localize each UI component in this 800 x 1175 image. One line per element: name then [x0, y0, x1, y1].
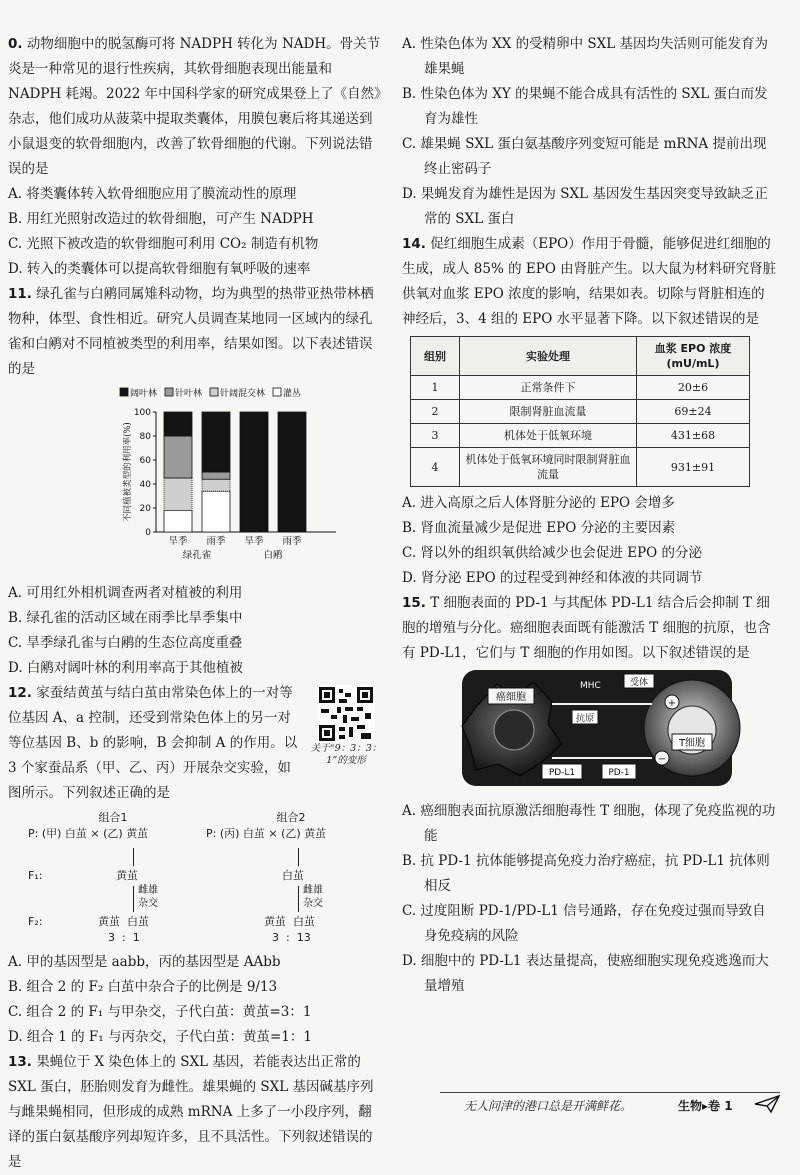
bar-segment	[164, 478, 192, 510]
pd1-pdl1-interaction-figure	[402, 666, 778, 790]
question-number: 13.	[8, 1054, 32, 1070]
footer-subject-label: 生物▸卷 1	[678, 1099, 733, 1113]
cross-ratio: 3 : 13	[272, 931, 311, 944]
group-label: 绿孔雀	[182, 550, 212, 561]
table-cell: 1	[411, 376, 460, 400]
option-c[interactable]: C. 组合 2 的 F₁ 与甲杂交，子代白茧：黄茧=3：1	[8, 1004, 312, 1020]
cross-combination-1	[28, 810, 198, 944]
question-number: 0.	[8, 36, 23, 52]
paper-plane-icon	[754, 1094, 780, 1114]
table-cell: 931±91	[637, 448, 750, 487]
question-12	[8, 681, 382, 1050]
option-c[interactable]: C. 旱季绿孔雀与白鹇的生态位高度重叠	[8, 635, 243, 651]
option-b[interactable]: B. 肾血流量减少是促进 EPO 分泌的主要因素	[402, 520, 676, 536]
legend-swatch	[273, 388, 281, 396]
bar-segment	[202, 472, 230, 479]
bar-segment	[164, 436, 192, 478]
table-cell: 机体处于低氧环境同时限制肾脏血流量	[460, 448, 637, 487]
pdl1-label: PD-L1	[548, 768, 576, 778]
cross-f2: 黄茧 白茧	[264, 915, 315, 928]
table-row	[411, 448, 750, 487]
option-a[interactable]: A. 甲的基因型是 aabb，丙的基因型是 AAbb	[8, 954, 281, 970]
table-header: 血浆 EPO 浓度 (mU/mL)	[637, 337, 750, 376]
bar-segment	[164, 412, 192, 436]
question-11	[8, 282, 382, 681]
bar-segment	[164, 510, 192, 532]
cross-f1: 黄茧	[116, 869, 138, 882]
qr-caption: 关于“9：3：3：1”的变形	[310, 743, 382, 766]
option-a[interactable]: A. 将类囊体转入软骨细胞应用了膜流动性的原理	[8, 186, 297, 202]
question-15	[402, 591, 778, 999]
question-stem: 绿孔雀与白鹇同属雉科动物，均为典型的热带亚热带林栖物种，体型、食性相近。研究人员调查某地同一区域内的绿孔雀和白鹇对不同植被类型的利用率，结果如图。以下表述错误的是	[8, 286, 374, 377]
y-axis-label: 不同植被类型的利用率(%)	[123, 422, 133, 522]
bar-segment	[202, 412, 230, 472]
question-stem: 促红细胞生成素（EPO）作用于骨髓，能够促进红细胞的生成，成人 85% 的 EPO 由肾脏产生。以大鼠为材料研究肾脏供氧对血浆 EPO 浓度的影响，结果如表。切除与肾脏相连的神经后，3、4 组的 EPO 水平显著下降。以下叙述错误的是	[402, 236, 777, 327]
option-d[interactable]: D. 果蝇发育为雄性是因为 SXL 基因发生基因突变导致缺乏正常的 SXL 蛋白	[402, 186, 768, 227]
option-a[interactable]: A. 进入高原之后人体肾脏分泌的 EPO 会增多	[402, 495, 675, 511]
t-cell-label: T细胞	[678, 738, 706, 749]
left-column	[8, 32, 382, 1175]
epo-table	[410, 336, 750, 487]
question-stem: T 细胞表面的 PD-1 与其配体 PD-L1 结合后会抑制 T 细胞的增殖与分化。癌细胞表面既有能激活 T 细胞的抗原，也含有 PD-L1，它们与 T 细胞的作用如图。以下叙述错误的是	[402, 595, 771, 661]
legend-label: 针阔混交林	[220, 389, 266, 399]
table-cell: 正常条件下	[460, 376, 637, 400]
f1-label: F₁:	[28, 869, 43, 882]
cross-f2: 黄茧 白茧	[98, 915, 149, 928]
bar-segment	[202, 479, 230, 491]
x-tick-label: 旱季	[168, 536, 188, 547]
svg-text:−: −	[657, 754, 667, 765]
table-cell: 431±68	[637, 424, 750, 448]
option-c[interactable]: C. 光照下被改造的软骨细胞可利用 CO₂ 制造有机物	[8, 236, 319, 252]
right-column	[402, 32, 778, 999]
question-number: 12.	[8, 685, 32, 701]
x-tick-label: 旱季	[244, 536, 264, 547]
question-number: 14.	[402, 236, 426, 252]
table-row	[411, 376, 750, 400]
option-b[interactable]: B. 绿孔雀的活动区域在雨季比旱季集中	[8, 610, 243, 626]
option-c[interactable]: C. 肾以外的组织氧供给减少也会促进 EPO 的分泌	[402, 545, 703, 561]
cancer-cell-label: 癌细胞	[496, 692, 526, 703]
cross-title: 组合2	[276, 811, 306, 824]
table-cell: 4	[411, 448, 460, 487]
cross-combination-2	[206, 810, 376, 944]
table-row	[411, 400, 750, 424]
option-a[interactable]: A. 性染色体为 XX 的受精卵中 SXL 基因均失活则可能发育为雄果蝇	[402, 36, 769, 77]
option-a[interactable]: A. 可用红外相机调查两者对植被的利用	[8, 585, 243, 601]
cross-parents: P: (甲) 白茧 × (乙) 黄茧	[28, 827, 149, 840]
question-13-options	[402, 32, 778, 232]
question-stem: 果蝇位于 X 染色体上的 SXL 基因，若能表达出正常的 SXL 蛋白，胚胎则发育为雌性。雄果蝇的 SXL 基因碱基序列与雌果蝇相同，但形成的成熟 mRNA 上多了一小段序列，翻译的蛋白氨基酸序列却短许多，且不具活性。下列叙述错误的是	[8, 1054, 374, 1170]
antigen-label: 抗原	[575, 714, 595, 724]
y-tick-label: 0	[145, 528, 151, 538]
mhc-label: MHC	[580, 681, 601, 691]
bar-segment	[278, 412, 306, 532]
group-label: 白鹇	[263, 550, 283, 561]
option-b[interactable]: B. 组合 2 的 F₂ 白茧中杂合子的比例是 9/13	[8, 979, 278, 995]
option-d[interactable]: D. 转入的类囊体可以提高软骨细胞有氧呼吸的速率	[8, 261, 311, 277]
option-d[interactable]: D. 肾分泌 EPO 的过程受到神经和体液的共同调节	[402, 570, 703, 586]
option-b[interactable]: B. 抗 PD-1 抗体能够提高免疫力治疗癌症，抗 PD-L1 抗体则相反	[402, 853, 770, 894]
question-13	[8, 1050, 382, 1175]
svg-text:+: +	[667, 698, 677, 709]
question-14	[402, 232, 778, 591]
bar-segment	[202, 491, 230, 532]
legend-label: 针叶林	[175, 389, 203, 399]
legend-swatch	[165, 388, 173, 396]
option-d[interactable]: D. 组合 1 的 F₁ 与丙杂交，子代白茧：黄茧=1：1	[8, 1029, 312, 1045]
cross-mating: 雌雄杂交	[138, 885, 158, 909]
y-tick-label: 20	[139, 504, 151, 514]
f2-label: F₂:	[28, 915, 43, 928]
table-header: 实验处理	[460, 337, 637, 376]
y-tick-label: 40	[139, 480, 151, 490]
cross-diagram	[8, 810, 382, 950]
cross-parents: P: (丙) 白茧 × (乙) 黄茧	[206, 827, 327, 840]
footer-motto: 无人问津的港口总是开满鲜花。	[464, 1099, 633, 1113]
table-row	[411, 424, 750, 448]
cross-f1: 白茧	[282, 869, 304, 882]
option-a[interactable]: A. 癌细胞表面抗原激活细胞毒性 T 细胞，体现了免疫监视的功能	[402, 803, 776, 844]
option-c[interactable]: C. 过度阻断 PD-1/PD-L1 信号通路，存在免疫过强而导致自身免疫病的风险	[402, 903, 766, 944]
cross-title: 组合1	[98, 811, 128, 824]
question-10	[8, 32, 382, 282]
table-header: 组别	[411, 337, 460, 376]
cross-mating: 雌雄杂交	[303, 885, 323, 909]
bar-segment	[240, 412, 268, 532]
legend-swatch	[120, 388, 128, 396]
question-stem: 家蚕结黄茧与结白茧由常染色体上的一对等位基因 A、a 控制，还受到常染色体上的另一对等位基因 B、b 的影响，B 会抑制 A 的作用。以 3 个家蚕品系（甲、乙、丙）开展杂交实验，如图所示。下列叙述正确的是	[8, 685, 298, 801]
x-tick-label: 雨季	[206, 536, 226, 547]
pd1-label: PD-1	[608, 768, 630, 778]
option-b[interactable]: B. 性染色体为 XY 的果蝇不能合成具有活性的 SXL 蛋白而发育为雄性	[402, 86, 768, 127]
table-cell: 2	[411, 400, 460, 424]
cross-ratio: 3 : 1	[108, 931, 140, 944]
option-d[interactable]: D. 细胞中的 PD-L1 表达量提高，使癌细胞实现免疫逃逸而大量增殖	[402, 953, 769, 994]
option-c[interactable]: C. 雄果蝇 SXL 蛋白氨基酸序列变短可能是 mRNA 提前出现终止密码子	[402, 136, 767, 177]
question-number: 15.	[402, 595, 426, 611]
legend-swatch	[210, 388, 218, 396]
question-stem: 动物细胞中的脱氢酶可将 NADPH 转化为 NADH。骨关节炎是一种常见的退行性疾病，其软骨细胞表现出能量和 NADPH 耗竭。2022 年中国科学家的研究成果登上了《自然》杂志，他们成功从菠菜中提取类囊体，用膜包裹后将其递送到小鼠退变的软骨细胞内，改善了软骨细胞的代谢。下列说法错误的是	[8, 36, 381, 177]
table-cell: 限制肾脏血流量	[460, 400, 637, 424]
table-cell: 机体处于低氧环境	[460, 424, 637, 448]
vegetation-stacked-bar-chart	[8, 382, 382, 572]
x-tick-label: 雨季	[282, 536, 302, 547]
y-tick-label: 100	[133, 408, 151, 418]
receptor-label: 受体	[629, 678, 649, 688]
option-d[interactable]: D. 白鹇对阔叶林的利用率高于其他植被	[8, 660, 243, 676]
page-footer	[440, 1092, 780, 1118]
table-cell: 69±24	[637, 400, 750, 424]
option-b[interactable]: B. 用红光照射改造过的软骨细胞，可产生 NADPH	[8, 211, 314, 227]
table-header-row	[411, 337, 750, 376]
table-cell: 20±6	[637, 376, 750, 400]
table-cell: 3	[411, 424, 460, 448]
y-tick-label: 60	[139, 456, 151, 466]
qr-code-icon	[317, 685, 375, 743]
qr-code-block[interactable]	[310, 685, 382, 767]
legend-label: 灌丛	[283, 389, 302, 399]
y-tick-label: 80	[139, 432, 151, 442]
question-number: 11.	[8, 286, 32, 302]
legend-label: 阔叶林	[130, 389, 158, 399]
